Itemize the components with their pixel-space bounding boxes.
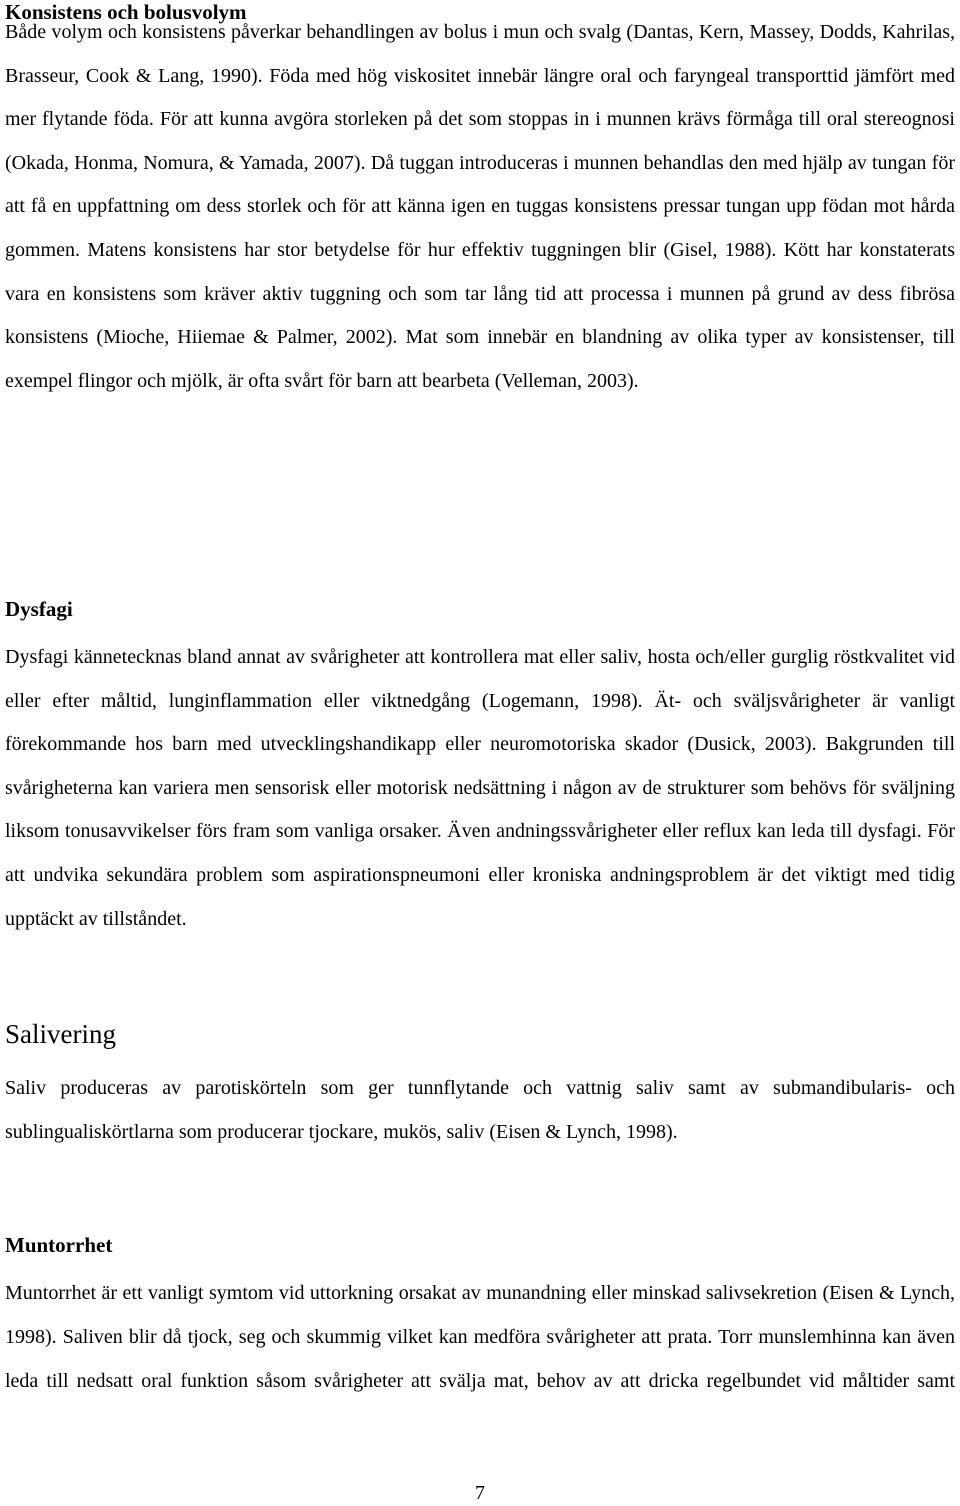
section-heading: Salivering	[5, 1019, 116, 1049]
section-heading: Konsistens och bolusvolym	[5, 0, 247, 24]
section-dysfagi-body-wrap	[5, 636, 955, 941]
section-paragraph: Saliv produceras av parotiskörteln som ger tunnflytande och vattnig saliv samt av submandibularis- och sublingualiskörtlarna som producerar tjockare, mukös, saliv (Eisen & Lynch, 1998).	[5, 1077, 955, 1143]
section-konsistens-body-wrap	[5, 11, 955, 403]
section-muntorrhet-body-wrap	[5, 1271, 955, 1403]
section-salivering-body-wrap	[5, 1066, 955, 1154]
section-salivering	[5, 1018, 955, 1050]
section-paragraph: Dysfagi kännetecknas bland annat av svårigheter att kontrollera mat eller saliv, hosta och/eller gurglig röstkvalitet vid eller efter måltid, lunginflammation eller viktnedgång (Logemann, 1998). Ät- och sväljsvårigheter är vanligt förekommande hos barn med utvecklingshandikapp eller neuromotoriska skador (Dusick, 2003). Bakgrunden till svårigheterna kan variera men sensorisk eller motorisk nedsättning i någon av de strukturer som behövs för sväljning liksom tonusavvikelser förs fram som vanliga orsaker. Även andningssvårigheter eller reflux kan leda till dysfagi. För att undvika sekundära problem som aspirationspneumoni eller kroniska andningsproblem är det viktigt med tidig upptäckt av tillståndet.	[5, 646, 955, 930]
section-paragraph: Muntorrhet är ett vanligt symtom vid uttorkning orsakat av munandning eller minskad salivsekretion (Eisen & Lynch, 1998). Saliven blir då tjock, seg och skummig vilket kan medföra svårigheter att prata. Torr munslemhinna kan även leda till nedsatt oral funktion såsom svårigheter att svälja mat, behov av att dricka regelbundet vid måltider samt	[5, 1282, 955, 1392]
section-dysfagi	[5, 597, 955, 621]
section-heading: Dysfagi	[5, 597, 73, 621]
section-paragraph: Både volym och konsistens påverkar behandlingen av bolus i mun och svalg (Dantas, Kern, Massey, Dodds, Kahrilas, Brasseur, Cook & Lang, 1990). Föda med hög viskositet innebär längre oral och faryngeal transporttid jämfört med mer flytande föda. För att kunna avgöra storleken på det som stoppas in i munnen krävs förmåga till oral stereognosi (Okada, Honma, Nomura, & Yamada, 2007). Då tuggan introduceras i munnen behandlas den med hjälp av tungan för att få en uppfattning om dess storlek och för att känna igen en tuggas konsistens pressar tungan upp födan mot hårda gommen. Matens konsistens har stor betydelse för hur effektiv tuggningen blir (Gisel, 1988). Kött har konstaterats vara en konsistens som kräver aktiv tuggning och som tar lång tid att processa i munnen på grund av dess fibrösa konsistens (Mioche, Hiiemae & Palmer, 2002). Mat som innebär en blandning av olika typer av konsistenser, till exempel flingor och mjölk, är ofta svårt för barn att bearbeta (Velleman, 2003).	[5, 21, 955, 392]
page-number: 7	[475, 1482, 485, 1504]
section-muntorrhet	[5, 1233, 955, 1257]
section-heading: Muntorrhet	[5, 1233, 113, 1257]
